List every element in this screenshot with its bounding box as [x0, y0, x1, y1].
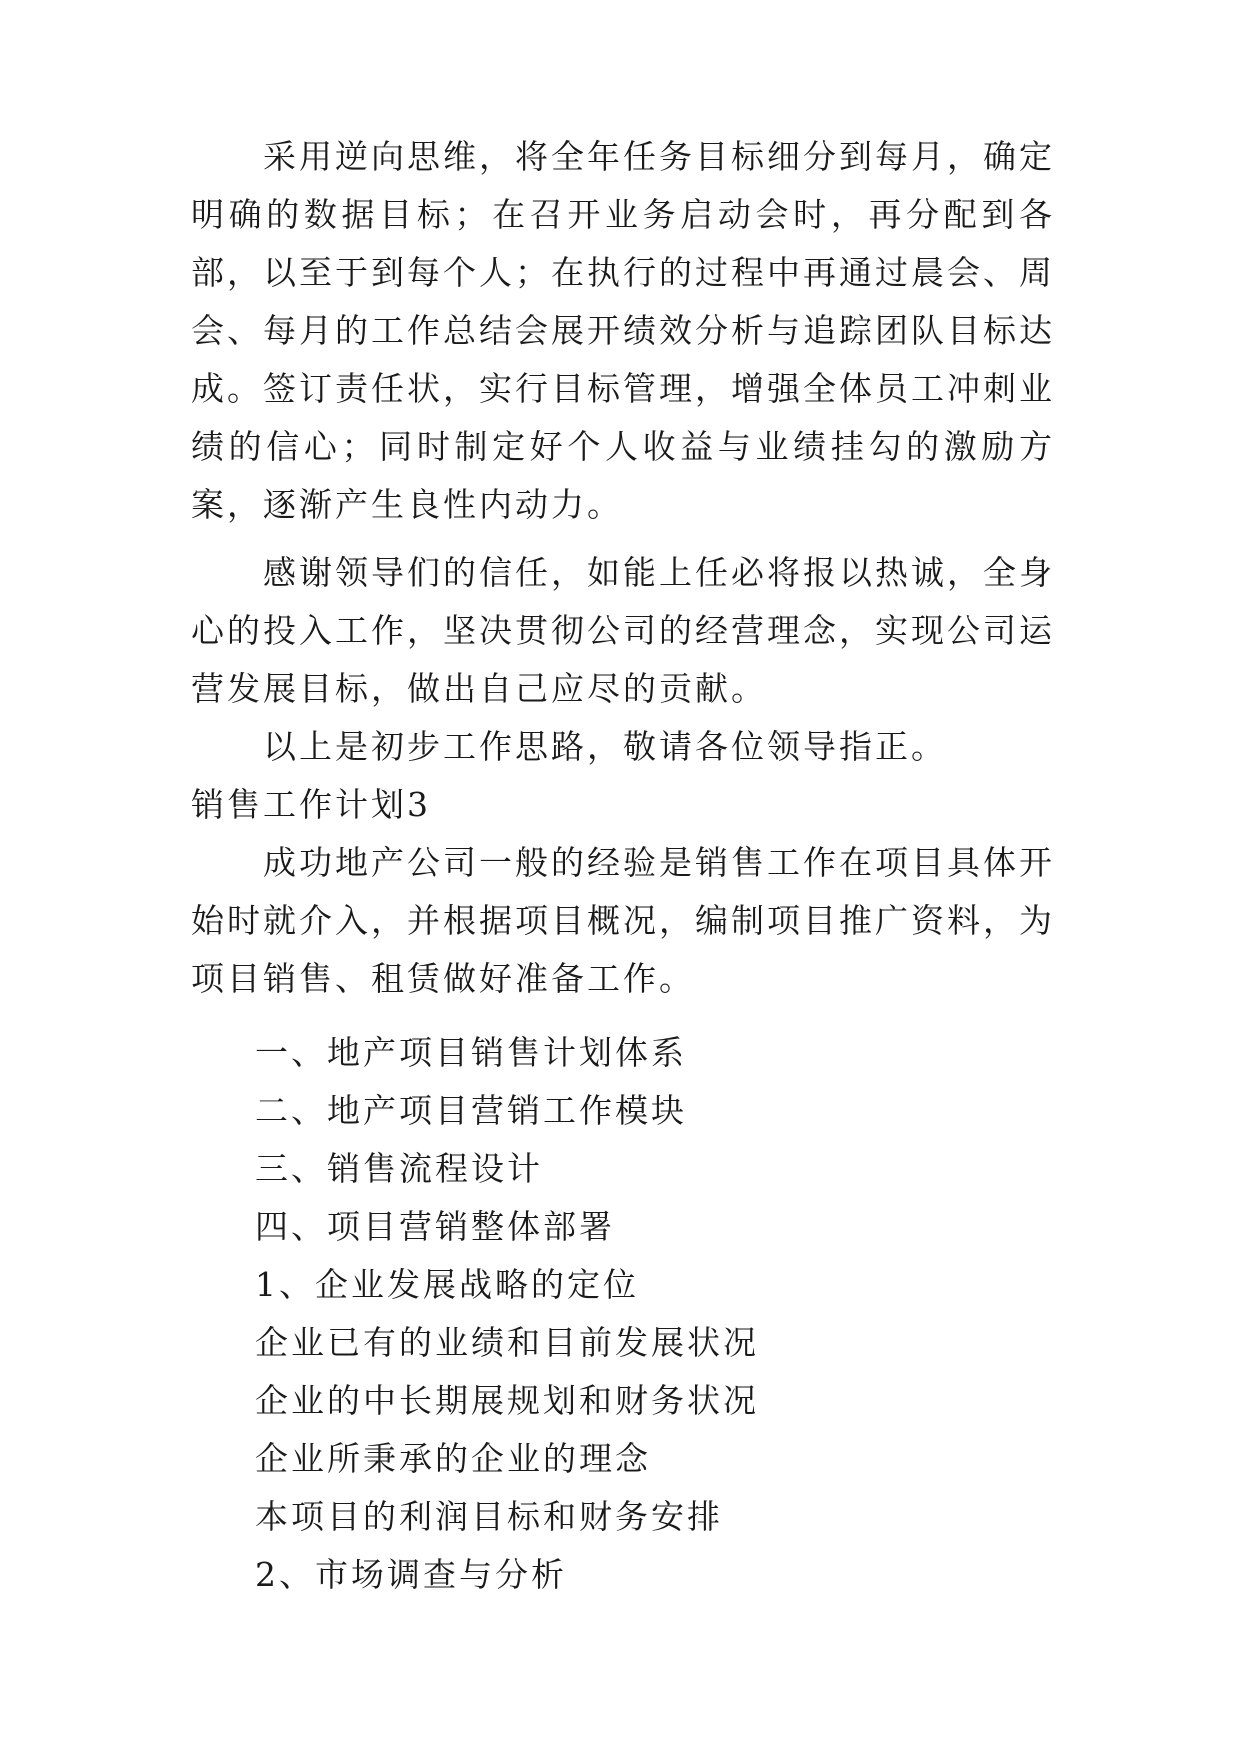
outline-item: 企业所秉承的企业的理念 — [255, 1439, 651, 1478]
document-page — [191, 128, 1055, 1604]
outline-item: 企业的中长期展规划和财务状况 — [255, 1381, 759, 1420]
outline-item: 1、企业发展战略的定位 — [255, 1265, 639, 1304]
outline-item: 2、市场调查与分析 — [255, 1555, 567, 1594]
body-paragraph: 感谢领导们的信任，如能上任必将报以热诚，全身心的投入工作，坚决贯彻公司的经营理念，实现公司运营发展目标，做出自己应尽的贡献。 — [191, 553, 1055, 708]
section-intro-paragraph: 成功地产公司一般的经验是销售工作在项目具体开始时就介入，并根据项目概况，编制项目推广资料，为项目销售、租赁做好准备工作。 — [191, 843, 1055, 998]
section-heading: 销售工作计划3 — [191, 785, 431, 824]
outline-item: 二、地产项目营销工作模块 — [255, 1091, 687, 1130]
outline-list — [191, 1024, 1055, 1604]
outline-item: 企业已有的业绩和目前发展状况 — [255, 1323, 759, 1362]
outline-item: 三、销售流程设计 — [255, 1149, 543, 1188]
outline-item: 本项目的利润目标和财务安排 — [255, 1497, 723, 1536]
outline-item: 一、地产项目销售计划体系 — [255, 1033, 687, 1072]
outline-item: 四、项目营销整体部署 — [255, 1207, 615, 1246]
body-paragraph: 采用逆向思维，将全年任务目标细分到每月，确定明确的数据目标；在召开业务启动会时，再分配到各部，以至于到每个人；在执行的过程中再通过晨会、周会、每月的工作总结会展开绩效分析与追踪团队目标达成。签订责任状，实行目标管理，增强全体员工冲刺业绩的信心；同时制定好个人收益与业绩挂勾的激励方案，逐渐产生良性内动力。 — [191, 137, 1055, 524]
body-paragraph: 以上是初步工作思路，敬请各位领导指正。 — [263, 727, 947, 766]
